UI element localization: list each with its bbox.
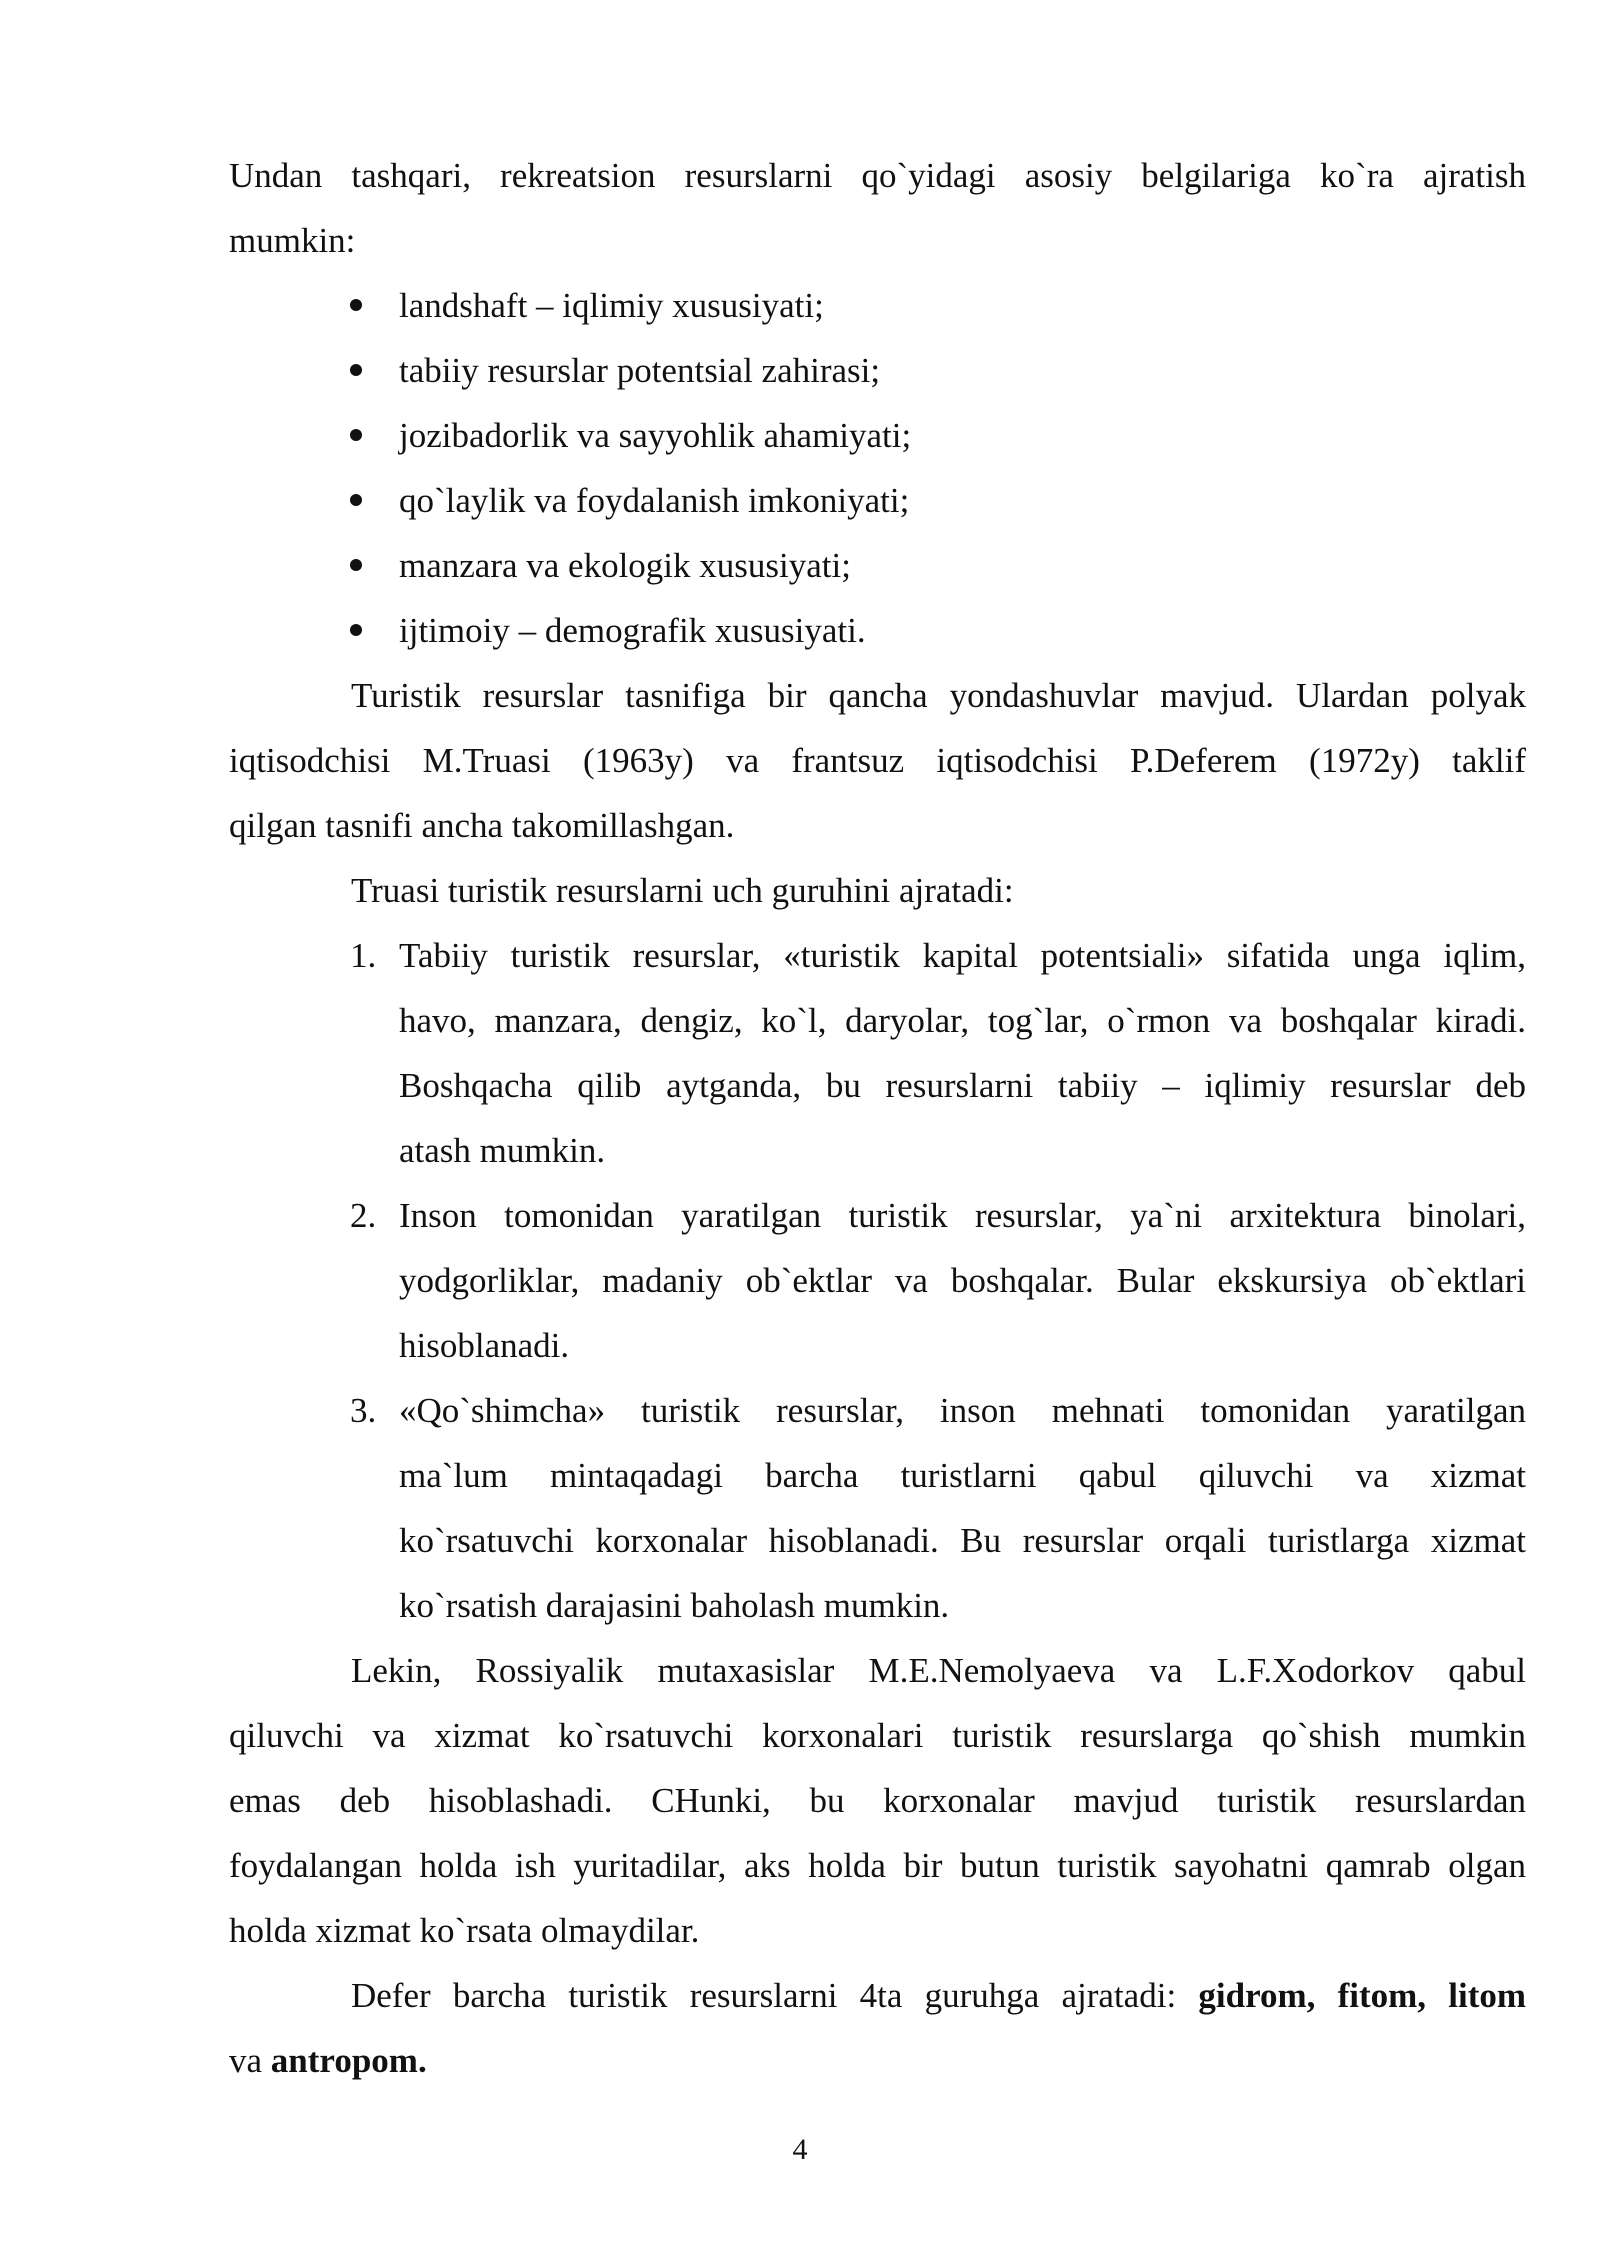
list-item-text: qo`laylik va foydalanish imkoniyati; bbox=[399, 481, 910, 520]
text-line: qiluvchi va xizmat ko`rsatuvchi korxonalari turistik resurslarga qo`shish mumkin bbox=[229, 1716, 1526, 1755]
text-line: Tabiiy turistik resurslar, «turistik kapital potentsiali» sifatida unga iqlim, bbox=[399, 936, 1526, 975]
text-line: hisoblanadi. bbox=[399, 1326, 570, 1365]
text-line: ma`lum mintaqadagi barcha turistlarni qabul qiluvchi va xizmat bbox=[399, 1456, 1526, 1495]
text-line: holda xizmat ko`rsata olmaydilar. bbox=[229, 1911, 700, 1950]
text-line bbox=[229, 2028, 1526, 2093]
numbered-item-1 bbox=[350, 923, 1526, 1183]
numbered-item-3 bbox=[350, 1378, 1526, 1638]
list-item-text: manzara va ekologik xususiyati; bbox=[399, 546, 851, 585]
text-line: Turistik resurslar tasnifiga bir qancha yondashuvlar mavjud. Ulardan polyak bbox=[351, 676, 1526, 715]
list-item-text: jozibadorlik va sayyohlik ahamiyati; bbox=[399, 416, 912, 455]
text-line: iqtisodchisi M.Truasi (1963y) va frantsuz iqtisodchisi P.Deferem (1972y) taklif bbox=[229, 741, 1526, 780]
bullet-icon bbox=[350, 624, 362, 636]
list-item-text: tabiiy resurslar potentsial zahirasi; bbox=[399, 351, 881, 390]
bullet-list bbox=[344, 273, 1526, 663]
text-line: Inson tomonidan yaratilgan turistik resurslar, ya`ni arxitektura binolari, bbox=[399, 1196, 1526, 1235]
text-line: Lekin, Rossiyalik mutaxasislar M.E.Nemolyaeva va L.F.Xodorkov qabul bbox=[351, 1651, 1526, 1690]
numbered-list bbox=[350, 923, 1526, 1638]
defer-text: Defer barcha turistik resurslarni 4ta guruhga ajratadi: bbox=[351, 1976, 1177, 2015]
list-item bbox=[344, 273, 1526, 338]
list-item bbox=[344, 598, 1526, 663]
text-line: mumkin: bbox=[229, 221, 356, 260]
page-number: 4 bbox=[792, 2133, 808, 2166]
defer-bold-term-2: antropom. bbox=[270, 2041, 427, 2080]
truasi-intro bbox=[229, 858, 1526, 923]
list-item-text: landshaft – iqlimiy xususiyati; bbox=[399, 286, 824, 325]
text-line bbox=[229, 1963, 1526, 2028]
text-line: ko`rsatish darajasini baholash mumkin. bbox=[399, 1586, 950, 1625]
list-item bbox=[344, 468, 1526, 533]
list-item bbox=[344, 403, 1526, 468]
defer-paragraph bbox=[229, 1963, 1526, 2093]
bullet-icon bbox=[350, 429, 362, 441]
list-item bbox=[344, 338, 1526, 403]
list-item-text: ijtimoiy – demografik xususiyati. bbox=[399, 611, 866, 650]
bullet-icon bbox=[350, 559, 362, 571]
numbered-item-2 bbox=[350, 1183, 1526, 1378]
tasnif-paragraph bbox=[229, 663, 1526, 858]
text-line: havo, manzara, dengiz, ko`l, daryolar, tog`lar, o`rmon va boshqalar kiradi. bbox=[399, 1001, 1526, 1040]
bullet-icon bbox=[350, 364, 362, 376]
item-number: 2. bbox=[350, 1196, 377, 1235]
item-number: 3. bbox=[350, 1391, 377, 1430]
text-line: qilgan tasnifi ancha takomillashgan. bbox=[229, 806, 735, 845]
defer-text-2: va bbox=[229, 2041, 263, 2080]
text-line: «Qo`shimcha» turistik resurslar, inson mehnati tomonidan yaratilgan bbox=[399, 1391, 1526, 1430]
text-line: emas deb hisoblashadi. CHunki, bu korxonalar mavjud turistik resurslardan bbox=[229, 1781, 1526, 1820]
lekin-paragraph bbox=[229, 1638, 1526, 1963]
bullet-icon bbox=[350, 299, 362, 311]
text-line: Truasi turistik resurslarni uch guruhini ajratadi: bbox=[351, 871, 1014, 910]
text-line: foydalangan holda ish yuritadilar, aks holda bir butun turistik sayohatni qamrab olgan bbox=[229, 1846, 1526, 1885]
intro-paragraph bbox=[229, 143, 1526, 273]
text-line: Undan tashqari, rekreatsion resurslarni qo`yidagi asosiy belgilariga ko`ra ajratish bbox=[229, 156, 1526, 195]
list-item bbox=[344, 533, 1526, 598]
text-line: Boshqacha qilib aytganda, bu resurslarni tabiiy – iqlimiy resurslar deb bbox=[399, 1066, 1526, 1105]
text-line: ko`rsatuvchi korxonalar hisoblanadi. Bu resurslar orqali turistlarga xizmat bbox=[399, 1521, 1526, 1560]
defer-bold-terms: gidrom, fitom, litom bbox=[1198, 1976, 1526, 2015]
text-line: atash mumkin. bbox=[399, 1131, 606, 1170]
item-number: 1. bbox=[350, 936, 377, 975]
bullet-icon bbox=[350, 494, 362, 506]
text-line: yodgorliklar, madaniy ob`ektlar va boshqalar. Bular ekskursiya ob`ektlari bbox=[399, 1261, 1526, 1300]
